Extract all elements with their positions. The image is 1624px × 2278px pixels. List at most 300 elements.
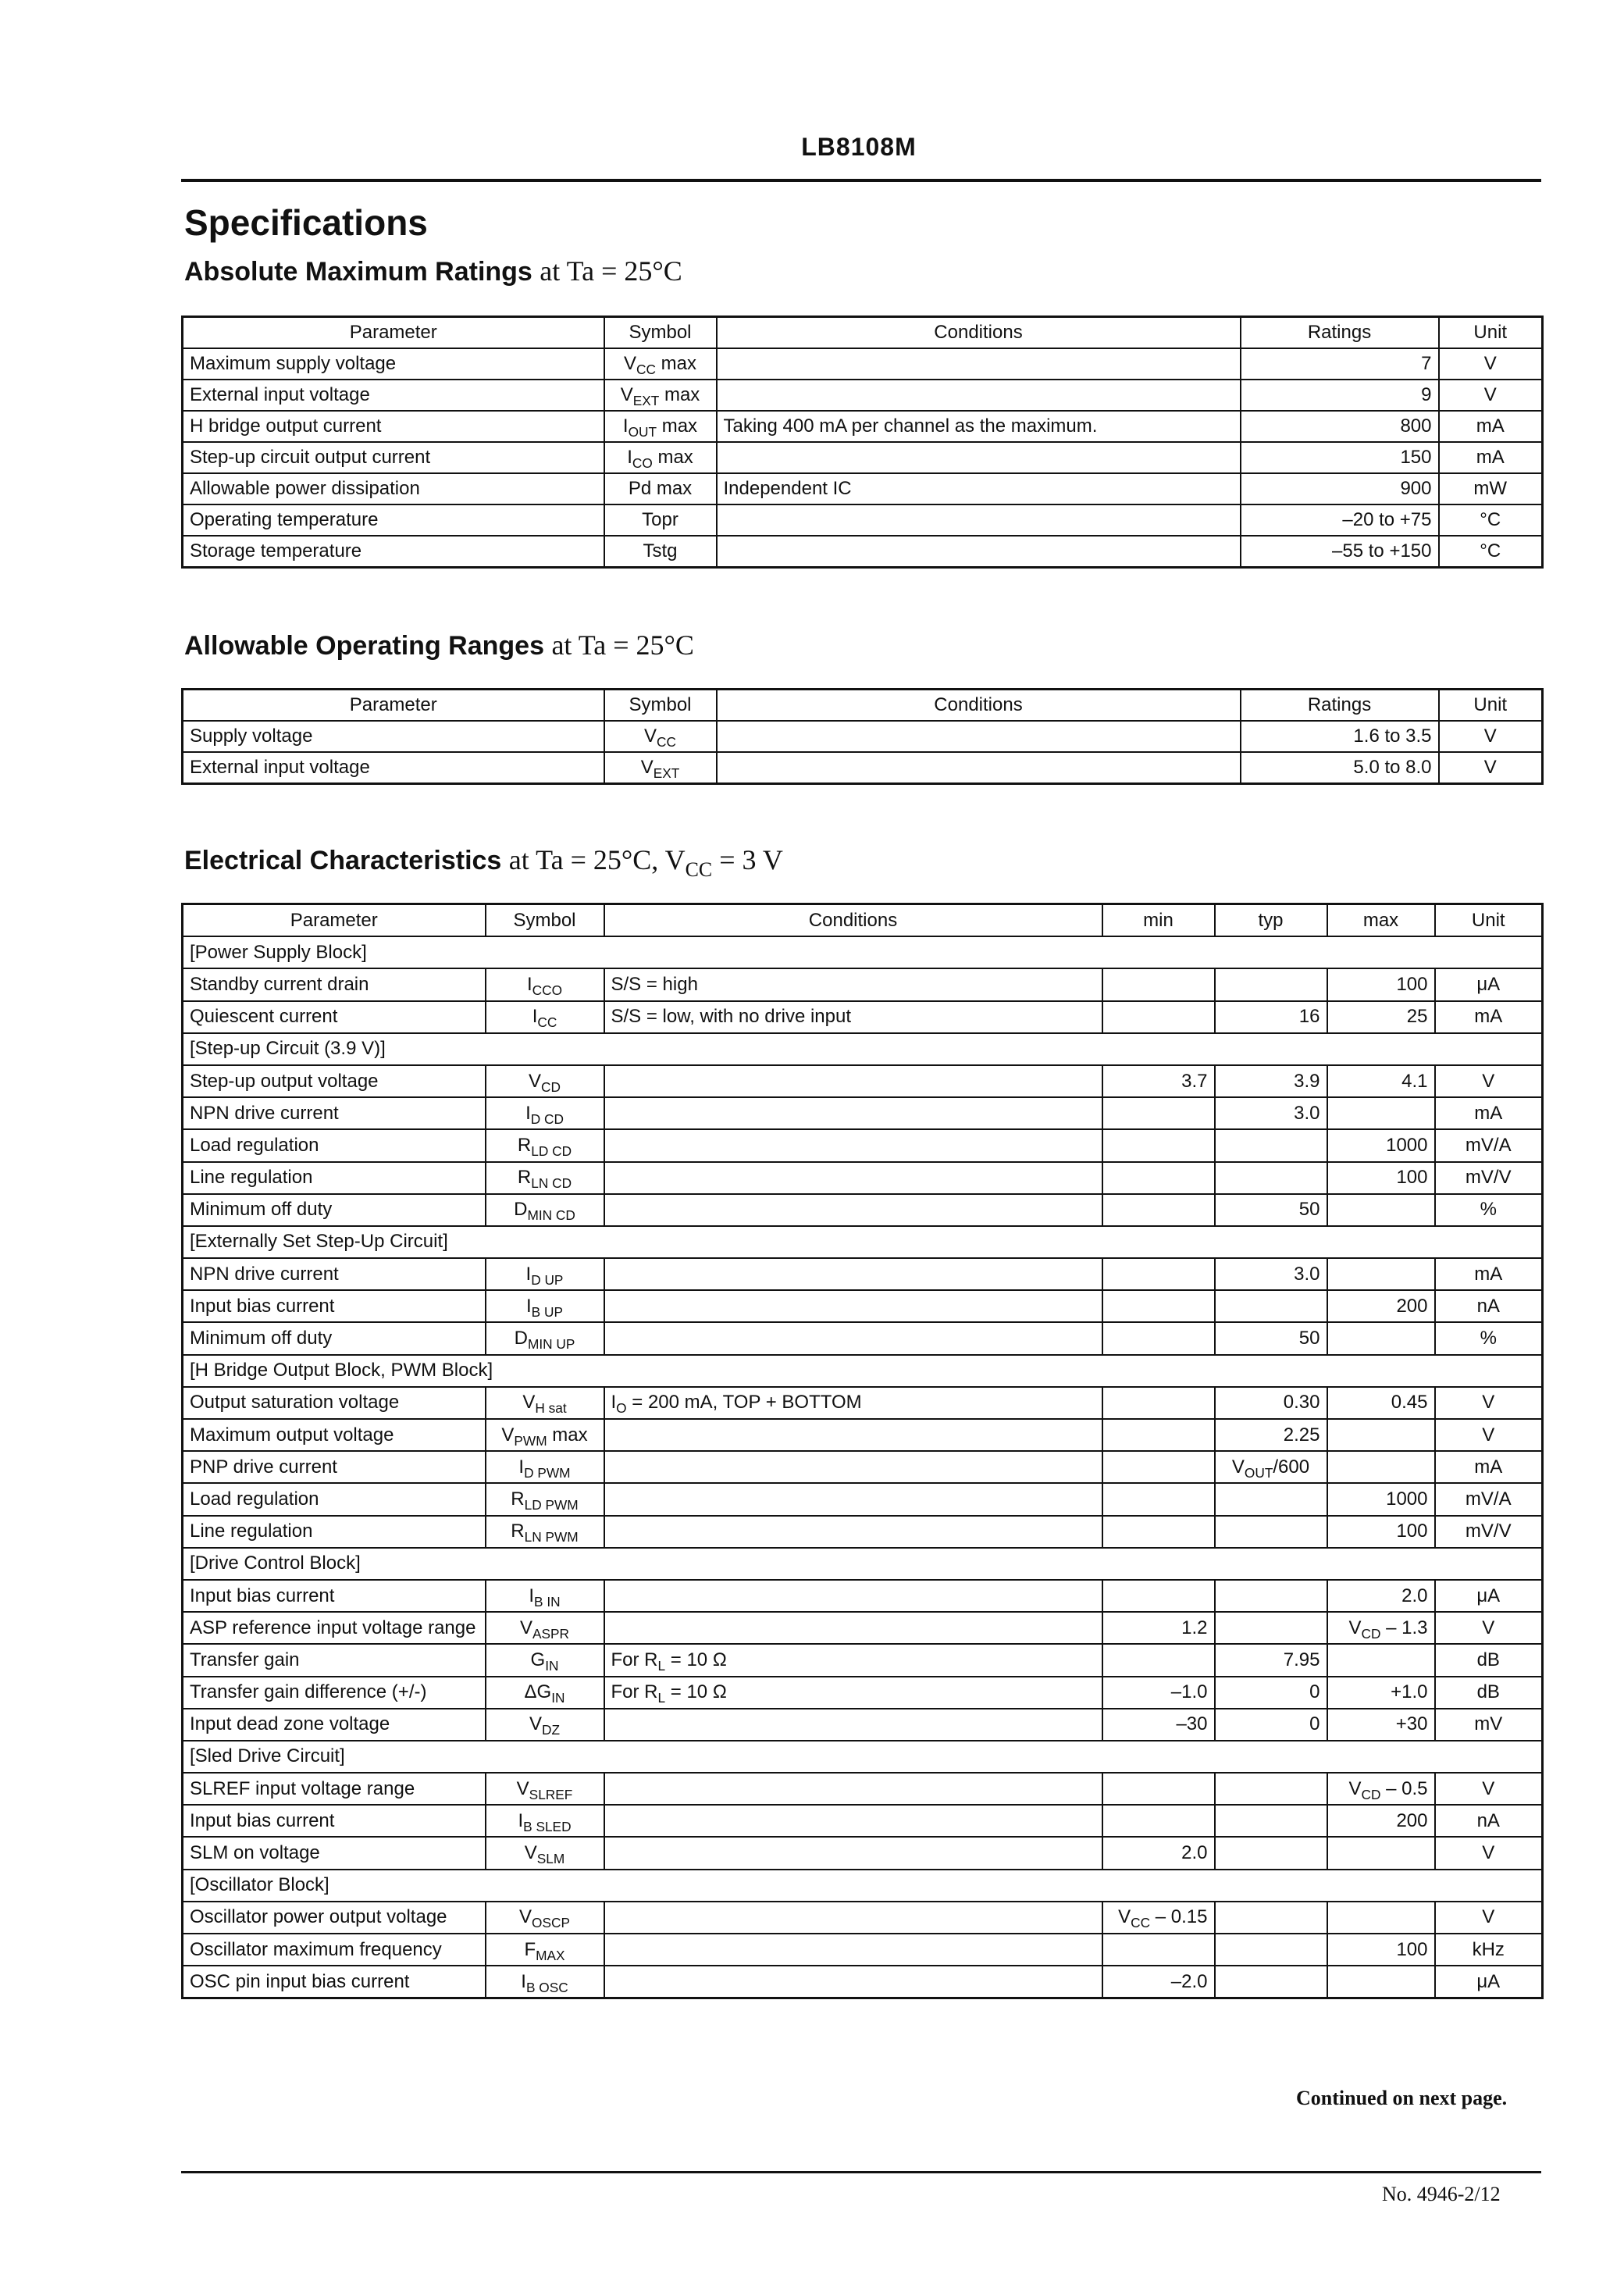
cell-unit: μA xyxy=(1435,968,1543,1000)
cell-conditions xyxy=(604,1258,1102,1290)
electrical-title-text: Electrical Characteristics xyxy=(184,846,502,875)
cell-unit: mW xyxy=(1439,473,1543,504)
cell-symbol-base: Pd max xyxy=(628,478,693,499)
cell-parameter: Transfer gain xyxy=(183,1644,486,1676)
cell-parameter: Storage temperature xyxy=(183,536,604,568)
cell-symbol xyxy=(604,536,717,568)
table-row xyxy=(183,1677,1543,1709)
cell-typ xyxy=(1215,1129,1327,1161)
cell-max-base: 100 xyxy=(1396,1520,1428,1542)
cell-symbol xyxy=(604,348,717,380)
cell-symbol-base: I xyxy=(526,1295,532,1317)
cell-min xyxy=(1102,1644,1215,1676)
cell-symbol xyxy=(604,473,717,504)
cell-symbol-base: R xyxy=(517,1167,532,1189)
cell-parameter: Minimum off duty xyxy=(183,1194,486,1226)
cell-symbol-sub: D UP xyxy=(531,1271,564,1288)
cell-symbol-base: V xyxy=(529,1070,542,1092)
cell-conditions xyxy=(604,1709,1102,1741)
cell-typ xyxy=(1215,968,1327,1000)
cell-conditions xyxy=(717,536,1241,568)
cell-symbol-base: V xyxy=(501,1424,515,1446)
cell-symbol-sub: MAX xyxy=(536,1947,565,1963)
cell-symbol-base: I xyxy=(525,1263,532,1285)
cell-block-label: [Sled Drive Circuit] xyxy=(183,1741,1543,1773)
cell-symbol-sub: MIN CD xyxy=(527,1207,575,1224)
cell-conditions-base: For R xyxy=(611,1681,658,1703)
cell-symbol-sub: CD xyxy=(541,1078,561,1095)
table-row xyxy=(183,1773,1543,1805)
table-row xyxy=(183,1902,1543,1934)
table-row xyxy=(183,1451,1543,1483)
cell-typ xyxy=(1215,1805,1327,1837)
block-row xyxy=(183,936,1543,968)
absolute-max-title xyxy=(184,255,682,287)
absolute-max-title-text: Absolute Maximum Ratings xyxy=(184,257,532,287)
cell-max xyxy=(1327,1966,1435,1998)
cell-symbol-sub: IN xyxy=(545,1657,559,1674)
cell-typ-base: 50 xyxy=(1298,1199,1320,1221)
cell-symbol-post: max xyxy=(657,415,698,437)
cell-max xyxy=(1327,1580,1435,1612)
cell-conditions-text: = 10 Ω xyxy=(665,1681,727,1703)
operating-ranges-condition: at Ta = 25°C xyxy=(551,629,694,661)
cell-unit: V xyxy=(1435,1837,1543,1869)
cell-parameter: Input bias current xyxy=(183,1580,486,1612)
cell-max xyxy=(1327,1483,1435,1515)
cell-symbol-base: I xyxy=(521,1970,526,1992)
table-row xyxy=(183,1387,1543,1419)
cell-symbol-sub: B IN xyxy=(534,1593,561,1610)
cell-conditions xyxy=(604,1001,1102,1033)
cell-min xyxy=(1102,1065,1215,1097)
cell-max-base: 200 xyxy=(1396,1295,1428,1317)
cell-block-label: [Power Supply Block] xyxy=(183,936,1543,968)
cell-max-base: 1000 xyxy=(1386,1488,1428,1510)
cell-conditions xyxy=(604,1290,1102,1322)
cell-symbol-sub: CC xyxy=(657,734,676,750)
cell-conditions xyxy=(604,1451,1102,1483)
cell-typ xyxy=(1215,1001,1327,1033)
table-header-row xyxy=(183,690,1543,722)
cell-unit: V xyxy=(1435,1902,1543,1934)
cell-conditions-sub: L xyxy=(657,1657,666,1674)
cell-rating: 150 xyxy=(1241,442,1439,473)
cell-max xyxy=(1327,968,1435,1000)
cell-symbol-base: D xyxy=(514,1328,528,1349)
cell-max xyxy=(1327,1612,1435,1644)
cell-parameter: Line regulation xyxy=(183,1162,486,1194)
cell-parameter: Oscillator maximum frequency xyxy=(183,1934,486,1966)
cell-unit: % xyxy=(1435,1322,1543,1354)
cell-symbol-sub: OUT xyxy=(628,424,657,440)
table-row xyxy=(183,1097,1543,1129)
cell-symbol-sub: B UP xyxy=(531,1303,563,1320)
cell-unit: V xyxy=(1435,1419,1543,1451)
table-row xyxy=(183,752,1543,784)
table-row xyxy=(183,1001,1543,1033)
electrical-condition: at Ta = 25°C, $V_{CC} = 3$ V xyxy=(508,844,783,882)
cell-typ xyxy=(1215,1451,1327,1483)
table-row xyxy=(183,504,1543,536)
cell-symbol-sub: CC xyxy=(636,362,656,378)
cell-parameter: Supply voltage xyxy=(183,721,604,752)
cell-symbol-sub: EXT xyxy=(653,765,680,782)
cell-max xyxy=(1327,1837,1435,1869)
cell-max xyxy=(1327,1258,1435,1290)
table-row xyxy=(183,1129,1543,1161)
table-row xyxy=(183,1644,1543,1676)
cell-symbol xyxy=(486,1516,604,1548)
cell-symbol xyxy=(486,1419,604,1451)
cell-symbol-base: I xyxy=(627,447,632,468)
cell-min xyxy=(1102,1387,1215,1419)
cell-symbol-post: max xyxy=(655,353,696,374)
operating-ranges-table xyxy=(181,688,1544,785)
cell-symbol xyxy=(486,1097,604,1129)
header-conditions: Conditions xyxy=(717,317,1241,349)
cell-symbol-base: I xyxy=(518,1809,524,1831)
cell-symbol xyxy=(486,1483,604,1515)
cell-symbol-base: V xyxy=(529,1713,542,1735)
cell-min-base: –2.0 xyxy=(1170,1970,1208,1992)
cell-typ xyxy=(1215,1194,1327,1226)
cell-min xyxy=(1102,1451,1215,1483)
cell-conditions xyxy=(604,968,1102,1000)
cell-typ xyxy=(1215,1162,1327,1194)
cell-symbol xyxy=(486,1805,604,1837)
table-row xyxy=(183,1966,1543,1998)
header-symbol: Symbol xyxy=(604,317,717,349)
cell-parameter: NPN drive current xyxy=(183,1097,486,1129)
cell-max-base: 100 xyxy=(1396,973,1428,995)
header-unit: Unit xyxy=(1435,904,1543,937)
cell-min xyxy=(1102,1966,1215,1998)
cell-conditions xyxy=(604,1644,1102,1676)
cell-max-base: 4.1 xyxy=(1401,1070,1428,1092)
cell-typ xyxy=(1215,1580,1327,1612)
cell-unit: V xyxy=(1435,1773,1543,1805)
cell-min-base: –1.0 xyxy=(1170,1681,1208,1703)
cell-conditions: Taking 400 mA per channel as the maximum. xyxy=(717,411,1241,442)
page-title: Specifications xyxy=(184,202,428,243)
cell-max xyxy=(1327,1065,1435,1097)
cell-parameter: External input voltage xyxy=(183,380,604,411)
cell-parameter: ASP reference input voltage range xyxy=(183,1612,486,1644)
cell-conditions xyxy=(604,1805,1102,1837)
cell-symbol xyxy=(486,1162,604,1194)
header-typ: typ xyxy=(1215,904,1327,937)
table-header-row xyxy=(183,904,1543,937)
cell-conditions-sub: O xyxy=(616,1400,627,1417)
cell-max xyxy=(1327,1516,1435,1548)
cell-block-label: [H Bridge Output Block, PWM Block] xyxy=(183,1355,1543,1387)
cell-symbol xyxy=(486,1451,604,1483)
cell-unit: °C xyxy=(1439,536,1543,568)
cell-symbol xyxy=(486,1612,604,1644)
cell-rating: 900 xyxy=(1241,473,1439,504)
cell-rating: 5.0 to 8.0 xyxy=(1241,752,1439,784)
cell-unit: μA xyxy=(1435,1580,1543,1612)
cell-max-base: 0.45 xyxy=(1391,1392,1428,1414)
cell-min xyxy=(1102,1837,1215,1869)
cell-conditions-text: S/S = high xyxy=(611,973,698,995)
cell-symbol xyxy=(604,752,717,784)
cell-min xyxy=(1102,1516,1215,1548)
cell-rating: 800 xyxy=(1241,411,1439,442)
cell-symbol xyxy=(604,442,717,473)
cell-symbol xyxy=(486,968,604,1000)
cell-conditions xyxy=(604,1419,1102,1451)
cell-conditions xyxy=(604,1902,1102,1934)
cell-symbol-sub: LD PWM xyxy=(524,1497,579,1513)
cell-max-base: +1.0 xyxy=(1391,1681,1428,1703)
cell-min xyxy=(1102,968,1215,1000)
cell-symbol xyxy=(486,1001,604,1033)
cell-min xyxy=(1102,1612,1215,1644)
cell-unit: dB xyxy=(1435,1677,1543,1709)
cell-max xyxy=(1327,1644,1435,1676)
cell-symbol xyxy=(486,1065,604,1097)
cell-max-base: 2.0 xyxy=(1401,1585,1428,1606)
header-ratings: Ratings xyxy=(1241,690,1439,722)
cell-typ-base: 7.95 xyxy=(1283,1649,1320,1670)
cell-unit: mA xyxy=(1435,1097,1543,1129)
cell-min xyxy=(1102,1677,1215,1709)
cell-typ-base: 0 xyxy=(1309,1681,1320,1703)
cell-parameter: External input voltage xyxy=(183,752,604,784)
cell-symbol-base: V xyxy=(624,353,637,374)
cell-parameter: NPN drive current xyxy=(183,1258,486,1290)
cell-parameter: SLM on voltage xyxy=(183,1837,486,1869)
cell-max xyxy=(1327,1194,1435,1226)
header-min: min xyxy=(1102,904,1215,937)
cell-symbol-base: V xyxy=(644,725,657,747)
cell-symbol-base: I xyxy=(529,1585,535,1606)
cell-unit: V xyxy=(1439,380,1543,411)
cell-parameter: Allowable power dissipation xyxy=(183,473,604,504)
cell-unit: V xyxy=(1435,1065,1543,1097)
cell-conditions xyxy=(717,442,1241,473)
cell-typ xyxy=(1215,1773,1327,1805)
cell-symbol-sub: CCO xyxy=(532,982,563,999)
table-row xyxy=(183,1709,1543,1741)
cell-min xyxy=(1102,1580,1215,1612)
cell-symbol-sub: IN xyxy=(551,1690,565,1706)
cell-max xyxy=(1327,1322,1435,1354)
cell-typ xyxy=(1215,1483,1327,1515)
cell-symbol xyxy=(486,1773,604,1805)
cell-parameter: Quiescent current xyxy=(183,1001,486,1033)
table-row xyxy=(183,1290,1543,1322)
cell-max xyxy=(1327,1419,1435,1451)
block-row xyxy=(183,1548,1543,1580)
cell-max xyxy=(1327,1001,1435,1033)
block-row xyxy=(183,1741,1543,1773)
cell-typ xyxy=(1215,1516,1327,1548)
cell-symbol xyxy=(486,1322,604,1354)
cell-conditions xyxy=(604,1677,1102,1709)
cell-max xyxy=(1327,1451,1435,1483)
cell-typ xyxy=(1215,1966,1327,1998)
cell-symbol-base: R xyxy=(511,1520,525,1542)
cell-symbol-base: F xyxy=(524,1938,536,1960)
cell-max-base: 25 xyxy=(1406,1006,1428,1028)
cell-typ-post: /600 xyxy=(1273,1456,1310,1478)
cell-symbol-sub: SLM xyxy=(536,1851,565,1867)
cell-symbol-base: I xyxy=(532,1006,538,1028)
cell-symbol-sub: CO xyxy=(632,455,653,472)
cell-max xyxy=(1327,1290,1435,1322)
cell-symbol-sub: D PWM xyxy=(524,1464,571,1481)
table-row xyxy=(183,1837,1543,1869)
cell-max-post: – 1.3 xyxy=(1380,1617,1428,1638)
cell-conditions xyxy=(604,1483,1102,1515)
cell-unit: mV xyxy=(1435,1709,1543,1741)
table-row xyxy=(183,442,1543,473)
cell-typ-base: 3.0 xyxy=(1294,1102,1320,1124)
cell-parameter: Standby current drain xyxy=(183,968,486,1000)
table-row xyxy=(183,1258,1543,1290)
header-max: max xyxy=(1327,904,1435,937)
cell-rating: 9 xyxy=(1241,380,1439,411)
cell-unit: mV/V xyxy=(1435,1516,1543,1548)
cell-symbol xyxy=(486,1290,604,1322)
electrical-table xyxy=(181,903,1544,1999)
cell-symbol-base: V xyxy=(519,1617,532,1638)
cell-symbol-sub: ASPR xyxy=(532,1625,570,1642)
cell-symbol-base: V xyxy=(524,1842,537,1864)
cell-min xyxy=(1102,1129,1215,1161)
cell-conditions xyxy=(717,348,1241,380)
cell-typ xyxy=(1215,1902,1327,1934)
cell-symbol-base: V xyxy=(516,1777,529,1799)
cell-max-base: V xyxy=(1348,1617,1362,1638)
cell-unit: μA xyxy=(1435,1966,1543,1998)
cell-conditions: Independent IC xyxy=(717,473,1241,504)
cell-min xyxy=(1102,1934,1215,1966)
absolute-max-table xyxy=(181,315,1544,569)
cell-unit: mA xyxy=(1439,411,1543,442)
cell-min xyxy=(1102,1322,1215,1354)
cell-symbol-base: D xyxy=(514,1199,528,1221)
cell-max-base: 100 xyxy=(1396,1938,1428,1960)
cell-symbol xyxy=(486,1677,604,1709)
cell-conditions xyxy=(604,1773,1102,1805)
bottom-rule xyxy=(181,2171,1541,2173)
cell-symbol-post: max xyxy=(652,447,693,468)
cell-parameter: H bridge output current xyxy=(183,411,604,442)
cell-max-base: +30 xyxy=(1395,1713,1428,1735)
cell-symbol-sub: OSCP xyxy=(532,1915,570,1931)
cell-symbol-base: R xyxy=(511,1488,525,1510)
cell-unit: mV/V xyxy=(1435,1162,1543,1194)
header-ratings: Ratings xyxy=(1241,317,1439,349)
cell-conditions xyxy=(604,1065,1102,1097)
cell-block-label: [Drive Control Block] xyxy=(183,1548,1543,1580)
cell-typ-base: 0 xyxy=(1309,1713,1320,1735)
table-row xyxy=(183,968,1543,1000)
cell-block-label: [Externally Set Step-Up Circuit] xyxy=(183,1226,1543,1258)
table-row xyxy=(183,1162,1543,1194)
cell-symbol xyxy=(486,1837,604,1869)
page-number: No. 4946-2/12 xyxy=(1382,2183,1501,2205)
table-row xyxy=(183,1805,1543,1837)
cell-parameter: Input bias current xyxy=(183,1805,486,1837)
cell-symbol-base: I xyxy=(525,1102,531,1124)
table-row xyxy=(183,1483,1543,1515)
cell-symbol-sub: LD CD xyxy=(531,1143,572,1159)
cell-symbol xyxy=(486,1644,604,1676)
cell-min xyxy=(1102,1483,1215,1515)
cell-conditions xyxy=(604,1322,1102,1354)
cell-parameter: Minimum off duty xyxy=(183,1322,486,1354)
cell-symbol-sub: SLREF xyxy=(529,1786,573,1802)
electrical-title xyxy=(184,843,783,882)
cell-typ xyxy=(1215,1837,1327,1869)
cell-conditions xyxy=(604,1387,1102,1419)
table-row xyxy=(183,348,1543,380)
cell-conditions xyxy=(604,1516,1102,1548)
block-row xyxy=(183,1355,1543,1387)
cell-parameter: Line regulation xyxy=(183,1516,486,1548)
cell-typ xyxy=(1215,1322,1327,1354)
cell-conditions-base: For R xyxy=(611,1649,658,1670)
cell-symbol-sub: LN CD xyxy=(531,1175,572,1192)
cell-symbol-base: V xyxy=(640,757,654,778)
table-header-row xyxy=(183,317,1543,349)
cell-parameter: Load regulation xyxy=(183,1129,486,1161)
header-parameter: Parameter xyxy=(183,317,604,349)
cell-symbol-base: G xyxy=(530,1649,546,1670)
table-row xyxy=(183,536,1543,568)
cell-unit: mA xyxy=(1435,1001,1543,1033)
cell-symbol xyxy=(604,504,717,536)
cell-symbol xyxy=(604,721,717,752)
cell-min-base: 1.2 xyxy=(1181,1617,1208,1638)
cell-parameter: Input bias current xyxy=(183,1290,486,1322)
cell-symbol xyxy=(486,1934,604,1966)
cell-symbol-base: V xyxy=(519,1906,532,1928)
cell-symbol-sub: D CD xyxy=(530,1110,564,1127)
cell-conditions xyxy=(604,1934,1102,1966)
cell-symbol xyxy=(486,1258,604,1290)
cell-parameter: SLREF input voltage range xyxy=(183,1773,486,1805)
cell-max-base: V xyxy=(1348,1777,1362,1799)
cell-conditions xyxy=(604,1837,1102,1869)
cell-unit: V xyxy=(1435,1387,1543,1419)
cell-typ xyxy=(1215,1612,1327,1644)
table-row xyxy=(183,1065,1543,1097)
cell-parameter: Oscillator power output voltage xyxy=(183,1902,486,1934)
cell-max-post: – 0.5 xyxy=(1380,1777,1428,1799)
cell-conditions xyxy=(604,1162,1102,1194)
cell-conditions xyxy=(717,504,1241,536)
part-number: LB8108M xyxy=(801,133,917,161)
cell-symbol-post: max xyxy=(547,1424,588,1446)
cell-symbol xyxy=(486,1902,604,1934)
cell-max xyxy=(1327,1129,1435,1161)
cell-typ-base: 50 xyxy=(1298,1328,1320,1349)
cell-unit: % xyxy=(1435,1194,1543,1226)
cell-symbol xyxy=(604,380,717,411)
cell-conditions xyxy=(717,380,1241,411)
continued-note: Continued on next page. xyxy=(1296,2087,1508,2109)
cell-min xyxy=(1102,1001,1215,1033)
cell-conditions xyxy=(604,1194,1102,1226)
table-row xyxy=(183,1612,1543,1644)
cell-max xyxy=(1327,1934,1435,1966)
